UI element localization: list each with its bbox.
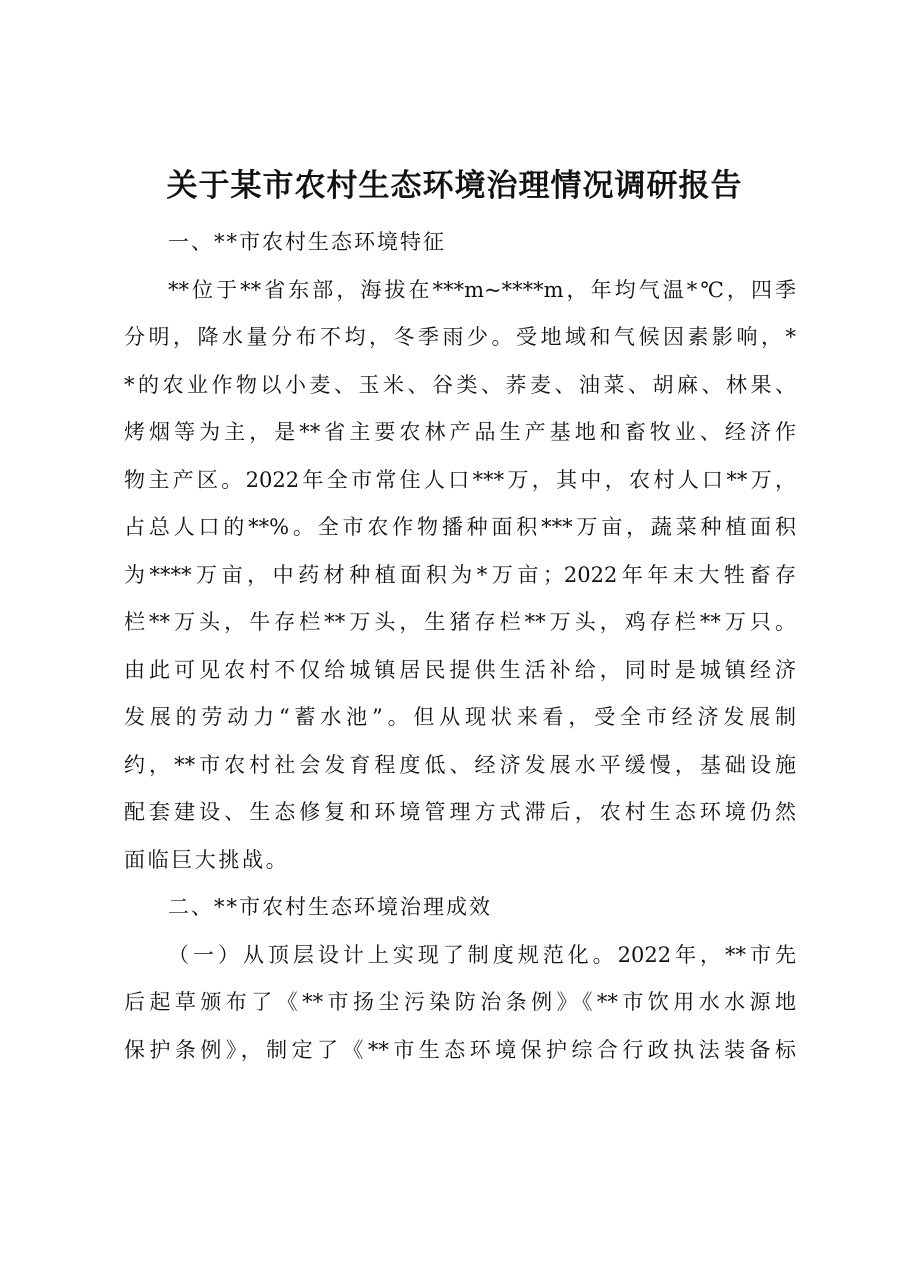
paragraph-line: 发展的劳动力“蓄水池”。但从现状来看，受全市经济发展制: [124, 705, 796, 729]
section-heading-2: 二、**市农村生态环境治理成效: [168, 895, 492, 919]
paragraph-line: 为****万亩，中药材种植面积为*万亩；2022年年末大牲畜存: [124, 562, 796, 587]
paragraph-line-last: 面临巨大挑战。: [124, 847, 290, 872]
paragraph-line: *的农业作物以小麦、玉米、谷类、荞麦、油菜、胡麻、林果、: [124, 372, 796, 397]
section-heading-1: 一、**市农村生态环境特征: [168, 230, 446, 254]
paragraph-line: 栏**万头，牛存栏**万头，生猪存栏**万头，鸡存栏**万只。: [124, 610, 796, 634]
paragraph-line: 烤烟等为主，是**省主要农林产品生产基地和畜牧业、经济作: [124, 420, 796, 444]
paragraph-line: 约，**市农村社会发育程度低、经济发展水平缓慢，基础设施: [124, 752, 796, 777]
paragraph-line: **位于**省东部，海拔在***m~****m，年均气温*℃，四季: [168, 277, 796, 302]
paragraph-line: 保护条例》，制定了《**市生态环境保护综合行政执法装备标: [124, 1037, 796, 1062]
paragraph-line: 分明，降水量分布不均，冬季雨少。受地域和气候因素影响，*: [124, 325, 796, 349]
report-title: 关于某市农村生态环境治理情况调研报告: [166, 168, 743, 204]
paragraph-line: 后起草颁布了《**市扬尘污染防治条例》《**市饮用水水源地: [124, 990, 796, 1014]
report-body: [124, 219, 796, 1074]
paragraph-line: 占总人口的**%。全市农作物播种面积***万亩，蔬菜种植面积: [124, 515, 796, 539]
paragraph-line: 物主产区。2022年全市常住人口***万，其中，农村人口**万，: [124, 467, 796, 492]
paragraph-line: 由此可见农村不仅给城镇居民提供生活补给，同时是城镇经济: [124, 657, 796, 682]
paragraph-line: 配套建设、生态修复和环境管理方式滞后，农村生态环境仍然: [124, 800, 796, 824]
paragraph-line: （一）从顶层设计上实现了制度规范化。2022年，**市先: [168, 942, 796, 967]
